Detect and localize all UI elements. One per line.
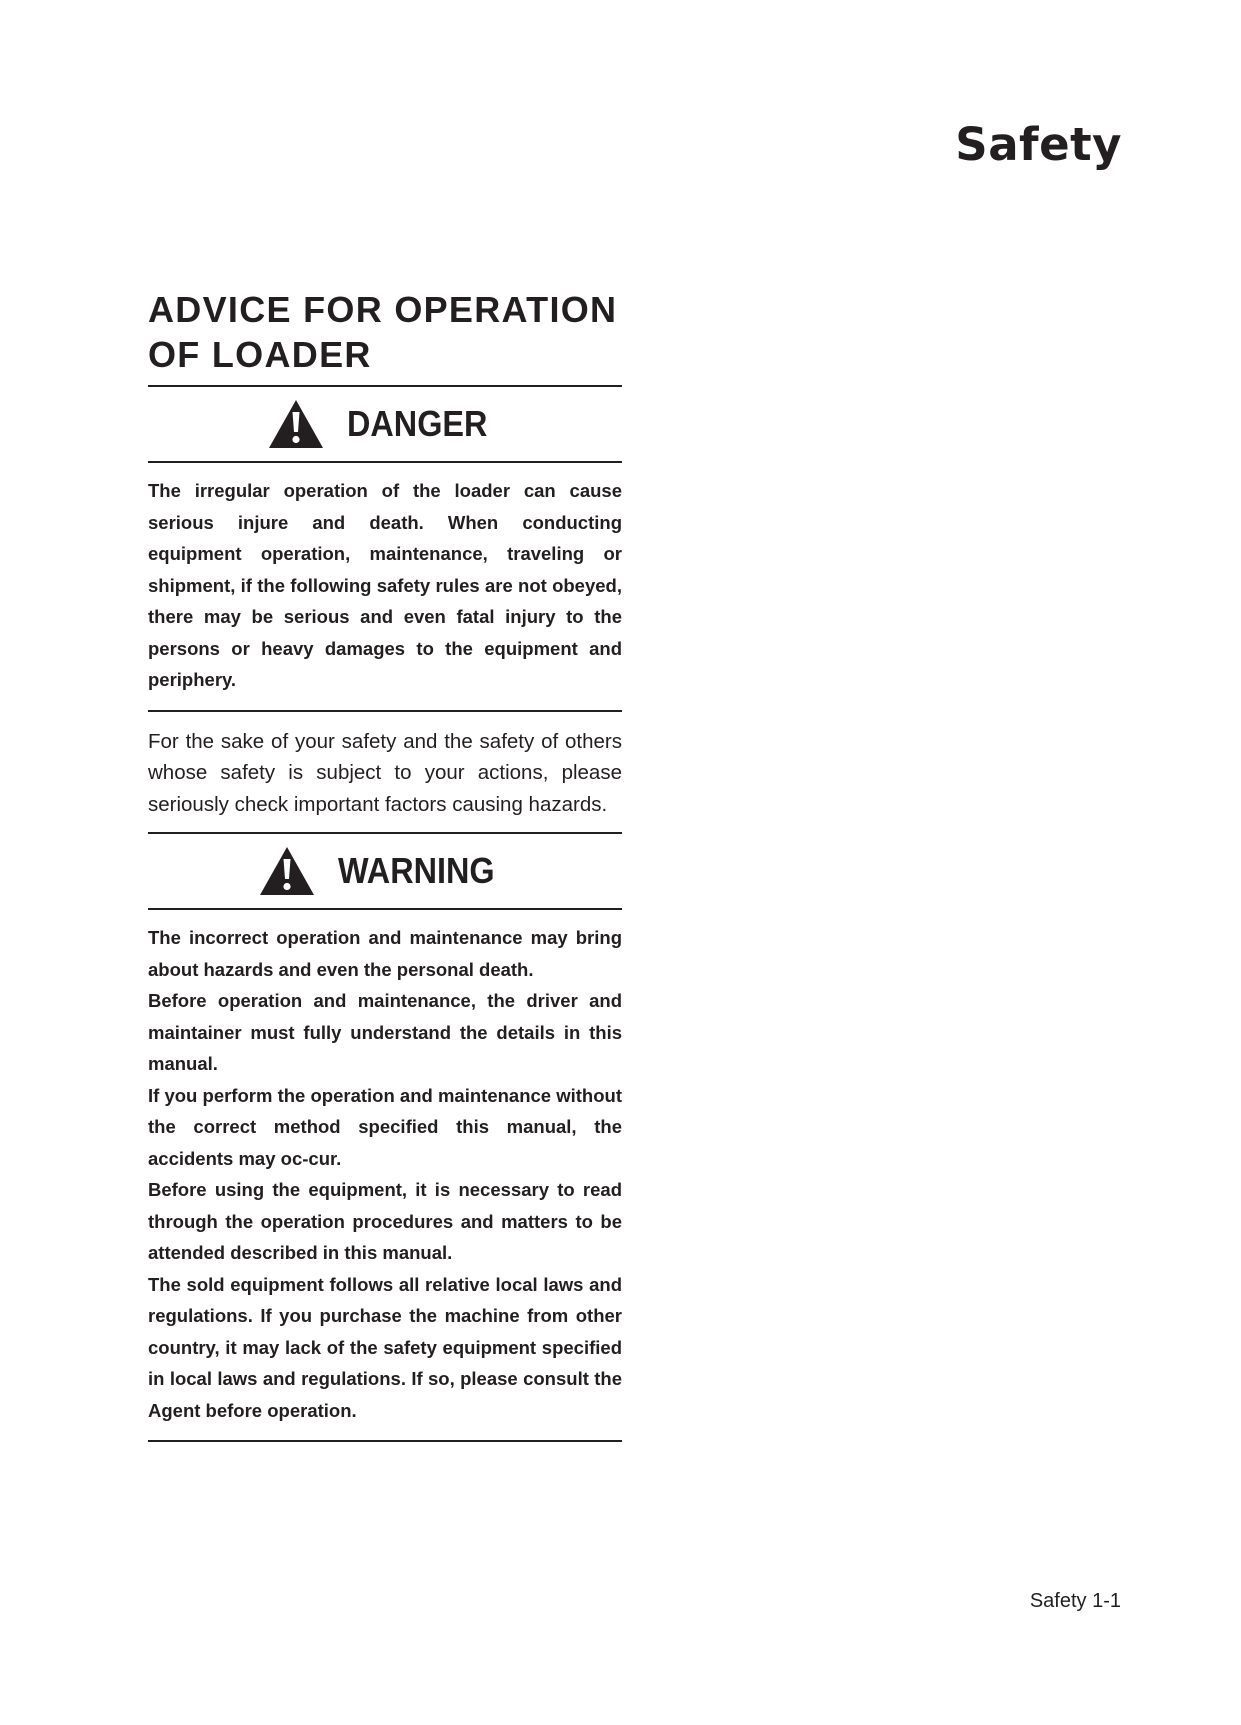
warning-triangle-icon [267, 398, 325, 450]
section-title: Safety [955, 118, 1122, 171]
page-number: Safety 1-1 [1029, 1590, 1121, 1612]
warning-paragraph: Before operation and maintenance, the driver and maintainer must fully understand the details in this manual. [148, 990, 622, 1074]
intro-text: For the sake of your safety and the safety of others whose safety is subject to your actions, please seriously check important factors causing hazards. [148, 729, 622, 816]
safety-advice-column [148, 287, 622, 1442]
warning-text-block [148, 910, 622, 1440]
divider [148, 1440, 622, 1442]
warning-paragraph: The sold equipment follows all relative local laws and regulations. If you purchase the machine from other country, it may lack of the safety equipment specified in local laws and regulations. If so, please consult the Agent before operation. [148, 1273, 622, 1421]
warning-triangle-icon [258, 845, 316, 897]
warning-banner [148, 834, 622, 908]
warning-paragraph: Before using the equipment, it is necessary to read through the operation procedures and matters to be attended described in this manual. [148, 1179, 622, 1263]
warning-label: WARNING [338, 850, 495, 891]
danger-label: DANGER [346, 403, 488, 444]
warning-paragraph: If you perform the operation and maintenance without the correct method specified this manual, the accidents may oc-cur. [148, 1084, 622, 1169]
danger-text: The irregular operation of the loader can cause serious injure and death. When conducting equipment operation, maintenance, traveling or shipment, if the following safety rules are not obeyed, there may be serious and even fatal injury to the persons or heavy damages to the equipment and periphery. [148, 480, 622, 690]
warning-paragraph: The incorrect operation and maintenance may bring about hazards and even the personal death. [148, 927, 622, 980]
intro-text-block [148, 712, 622, 833]
page-heading: ADVICE FOR OPERATION OF LOADER [148, 289, 618, 375]
danger-text-block [148, 463, 622, 710]
danger-banner [148, 387, 622, 461]
